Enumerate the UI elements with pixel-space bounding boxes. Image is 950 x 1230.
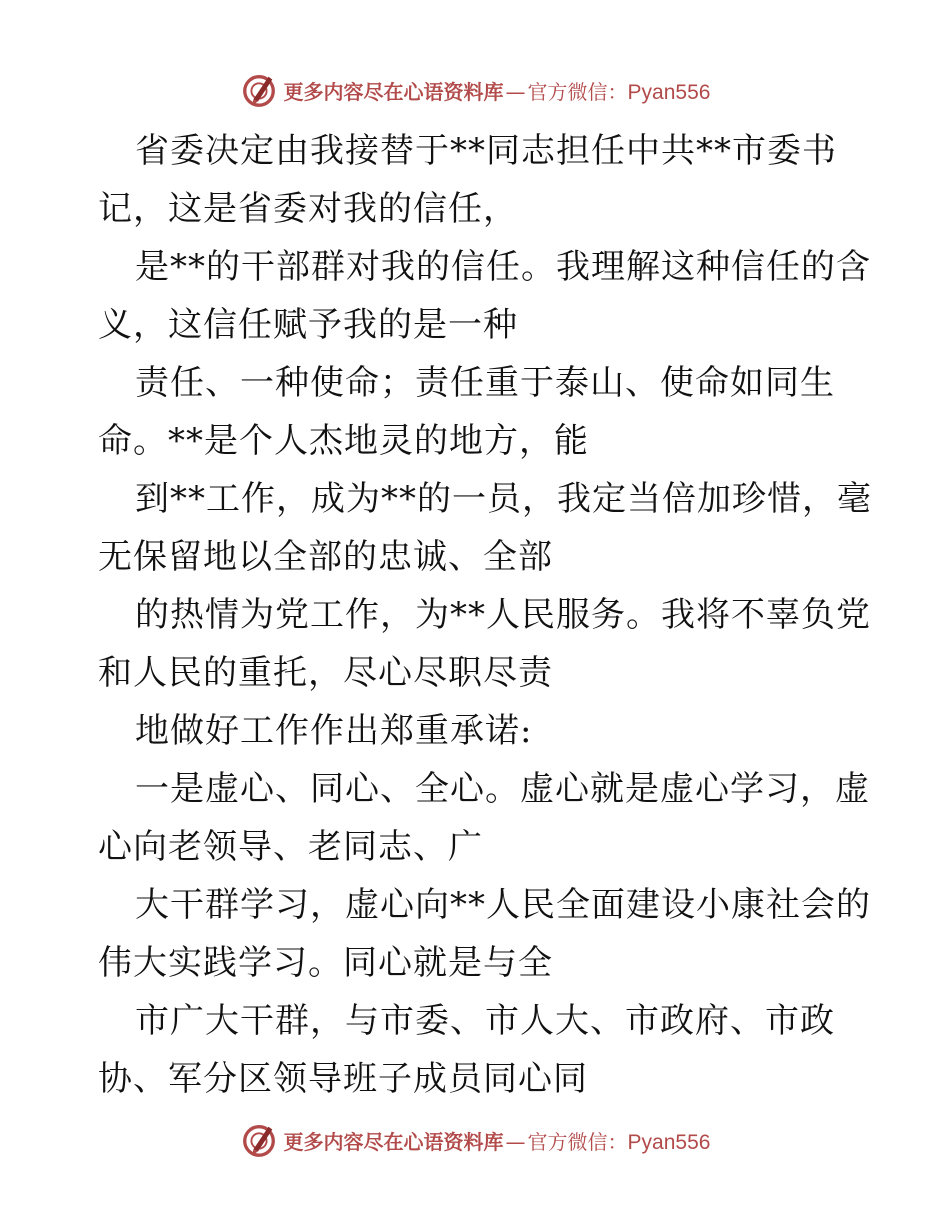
document-body bbox=[98, 122, 872, 1108]
body-line: 无保留地以全部的忠诚、全部 bbox=[98, 537, 553, 577]
body-line: 大干群学习，虚心向**人民全面建设小康社会的 bbox=[135, 885, 871, 925]
body-line: 记，这是省委对我的信任， bbox=[98, 189, 518, 229]
body-line: 地做好工作作出郑重承诺: bbox=[135, 711, 533, 751]
header-banner-main-text: 更多内容尽在心语资料库 bbox=[283, 79, 504, 104]
body-line: 到**工作，成为**的一员，我定当倍加珍惜，毫 bbox=[135, 479, 872, 519]
body-line: 伟大实践学习。同心就是与全 bbox=[98, 943, 553, 983]
footer-banner-text bbox=[284, 1126, 711, 1155]
header-banner-label: 官方微信： bbox=[527, 79, 628, 104]
footer-banner-wechat-id: Pyan556 bbox=[627, 1130, 711, 1154]
body-line: 市广大干群，与市委、市人大、市政府、市政 bbox=[135, 1001, 835, 1041]
header-banner-wechat-id: Pyan556 bbox=[627, 80, 711, 104]
footer-banner-separator: — bbox=[505, 1129, 526, 1154]
header-banner-text bbox=[284, 76, 711, 105]
footer-banner-main-text: 更多内容尽在心语资料库 bbox=[283, 1129, 504, 1154]
footer-banner bbox=[0, 1118, 950, 1162]
body-line: 一是虚心、同心、全心。虚心就是虚心学习，虚 bbox=[135, 769, 870, 809]
body-line: 省委决定由我接替于**同志担任中共**市委书 bbox=[135, 131, 837, 171]
body-line: 心向老领导、老同志、广 bbox=[98, 827, 483, 867]
body-line: 是**的干部群对我的信任。我理解这种信任的含 bbox=[135, 247, 871, 287]
footer-banner-label: 官方微信： bbox=[527, 1129, 628, 1154]
body-line: 和人民的重托，尽心尽职尽责 bbox=[98, 653, 553, 693]
body-line: 的热情为党工作，为**人民服务。我将不辜负党 bbox=[135, 595, 871, 635]
pen-logo-icon bbox=[240, 71, 278, 109]
body-line: 责任、一种使命；责任重于泰山、使命如同生 bbox=[135, 363, 835, 403]
body-line: 义，这信任赋予我的是一种 bbox=[98, 305, 518, 345]
body-line: 命。**是个人杰地灵的地方，能 bbox=[98, 421, 589, 461]
header-banner-separator: — bbox=[505, 79, 526, 104]
header-banner bbox=[0, 68, 950, 112]
pen-logo-icon bbox=[240, 1121, 278, 1159]
body-line: 协、军分区领导班子成员同心同 bbox=[98, 1059, 588, 1099]
